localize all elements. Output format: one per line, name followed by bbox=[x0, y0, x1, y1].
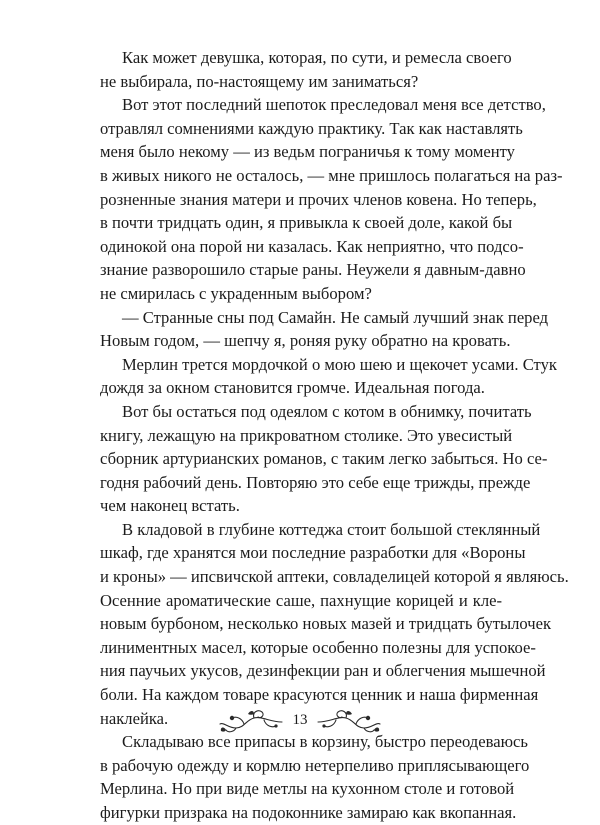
text-line: линиментных масел, которые особенно полезны для успокое- bbox=[100, 637, 536, 657]
text-line: наклейка. bbox=[100, 708, 169, 728]
text-line: в живых никого не осталось, — мне пришлось полагаться на раз- bbox=[100, 165, 563, 185]
page-number: 13 bbox=[292, 712, 308, 728]
text-line: — Странные сны под Самайн. Не самый лучший знак перед bbox=[122, 307, 549, 327]
text-line: Новым годом, — шепчу я, роняя руку обратно на кровать. bbox=[100, 331, 511, 351]
paragraph bbox=[100, 306, 549, 353]
text-line: ния паучьих укусов, дезинфекции ран и облегчения мышечной bbox=[100, 661, 546, 681]
paragraph bbox=[100, 400, 548, 518]
paragraph bbox=[100, 353, 557, 400]
text-line: розненные знания матери и прочих членов ковена. Но теперь, bbox=[100, 189, 537, 209]
text-line: Мерлина. Но при виде метлы на кухонном столе и готовой bbox=[100, 779, 515, 799]
text-line: фигурки призрака на подоконнике замираю как вкопанная. bbox=[100, 803, 517, 822]
text-line: дождя за окном становится громче. Идеальная погода. bbox=[100, 378, 485, 398]
text-line: меня было некому — из ведьм пограничья к тому моменту bbox=[100, 142, 515, 162]
text-line: Мерлин трется мордочкой о мою шею и щекочет усами. Стук bbox=[122, 354, 557, 374]
paragraph bbox=[100, 93, 563, 305]
text-line: и кроны» — ипсвичской аптеки, совладелицей которой я являюсь. bbox=[100, 567, 569, 587]
page-footer bbox=[0, 700, 600, 740]
text-line: Вот бы остаться под одеялом с котом в обнимку, почитать bbox=[122, 401, 532, 421]
text-line: Осенние ароматические саше, пахнущие корицей и кле- bbox=[100, 590, 502, 610]
paragraph bbox=[100, 518, 569, 730]
text-line: Складываю все припасы в корзину, быстро переодеваюсь bbox=[122, 732, 528, 752]
text-line: новым бурбоном, несколько новых мазей и тридцать бутылочек bbox=[100, 614, 552, 634]
text-line: шкаф, где хранятся мои последние разработки для «Вороны bbox=[100, 543, 526, 563]
text-line: отравлял сомнениями каждую практику. Так как наставлять bbox=[100, 118, 523, 138]
text-line: не смирилась с украденным выбором? bbox=[100, 283, 372, 303]
paragraph bbox=[100, 46, 512, 93]
text-line: годня рабочий день. Повторяю это себе еще трижды, прежде bbox=[100, 472, 531, 492]
floral-ornament-right-icon bbox=[316, 706, 382, 734]
text-line: Как может девушка, которая, по сути, и ремесла своего bbox=[122, 48, 512, 67]
text-line: Вот этот последний шепоток преследовал меня все детство, bbox=[122, 95, 546, 115]
text-line: сборник артурианских романов, с таким легко забыться. Но се- bbox=[100, 449, 548, 469]
floral-ornament-left-icon bbox=[218, 706, 284, 734]
text-line: боли. На каждом товаре красуются ценник и наша фирменная bbox=[100, 685, 539, 705]
text-line: В кладовой в глубине коттеджа стоит большой стеклянный bbox=[122, 519, 541, 539]
text-line: не выбирала, по-настоящему им заниматься? bbox=[100, 71, 419, 91]
text-line: знание разворошило старые раны. Неужели я давным-давно bbox=[100, 260, 526, 280]
text-line: в рабочую одежду и кормлю нетерпеливо приплясывающего bbox=[100, 755, 530, 775]
text-line: одинокой она порой ни казалась. Как неприятно, что подсо- bbox=[100, 236, 524, 256]
text-line: книгу, лежащую на прикроватном столике. Это увесистый bbox=[100, 425, 513, 445]
text-line: в почти тридцать один, я привыкла к своей доле, какой бы bbox=[100, 213, 513, 233]
text-line: чем наконец встать. bbox=[100, 496, 240, 516]
paragraph bbox=[100, 730, 530, 824]
